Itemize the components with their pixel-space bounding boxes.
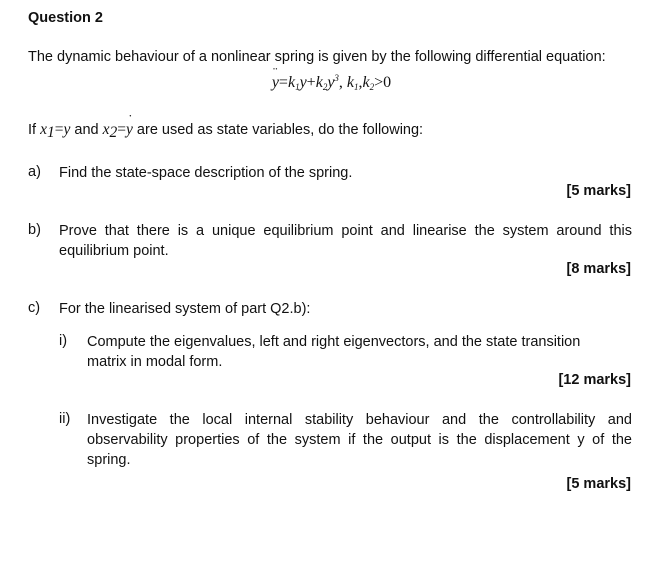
part-b-marks: [8 marks] bbox=[566, 261, 631, 277]
sv-eq1: = bbox=[54, 121, 64, 138]
eq-k1: k bbox=[287, 74, 296, 91]
eq-y2: y bbox=[327, 74, 335, 91]
intro-text: The dynamic behaviour of a nonlinear spring is given by the following differential equation: bbox=[28, 49, 606, 65]
sv-and: and bbox=[70, 122, 103, 138]
eq-y2-sup: 3 bbox=[334, 73, 339, 83]
subpart-i-text: Compute the eigenvalues, left and right eigenvectors, and the state transition matrix in modal form. bbox=[87, 334, 581, 370]
eq-c2-sub: 2 bbox=[369, 82, 375, 92]
subpart-ii-label: ii) bbox=[59, 411, 71, 427]
part-b-text: Prove that there is a unique equilibrium point and linearise the system around this equilibrium point. bbox=[59, 223, 632, 259]
eq-k1-sub: 1 bbox=[295, 82, 300, 92]
eq-equals: = bbox=[278, 74, 288, 91]
eq-c1-sub: 1 bbox=[354, 82, 359, 92]
sv-eq2: = bbox=[117, 121, 127, 138]
eq-c1: k bbox=[346, 74, 355, 91]
subpart-i-marks: [12 marks] bbox=[558, 372, 631, 388]
differential-equation bbox=[0, 73, 663, 92]
part-a-text: Find the state-space description of the spring. bbox=[59, 165, 353, 181]
part-b-label: b) bbox=[28, 222, 41, 238]
sv-prefix: If bbox=[28, 122, 41, 138]
eq-comma-2: , bbox=[358, 74, 363, 91]
subpart-ii-text: Investigate the local internal stability behaviour and the controllability and observability properties of the system if the output is the displacement y of the spring. bbox=[87, 412, 632, 468]
eq-k2-sub: 2 bbox=[322, 82, 328, 92]
eq-gt: > bbox=[374, 74, 384, 91]
part-a-marks: [5 marks] bbox=[566, 183, 631, 199]
sv-y1: y bbox=[63, 121, 71, 138]
state-variables-line bbox=[28, 121, 423, 142]
sv-x1-sub: 1 bbox=[46, 124, 55, 141]
question-heading: Question 2 bbox=[28, 10, 103, 26]
subpart-ii-marks: [5 marks] bbox=[566, 476, 631, 492]
part-a-label: a) bbox=[28, 164, 41, 180]
sv-x2: x bbox=[102, 121, 110, 138]
sv-suffix: are used as state variables, do the following: bbox=[132, 122, 424, 138]
part-c-text: For the linearised system of part Q2.b): bbox=[59, 301, 311, 317]
y-double-dot: ¨ y bbox=[272, 74, 279, 92]
eq-zero: 0 bbox=[383, 74, 392, 91]
eq-plus: + bbox=[306, 74, 316, 91]
sv-y-dot: ˙ y bbox=[126, 121, 133, 139]
subpart-i-label: i) bbox=[59, 333, 68, 349]
sv-x1: x bbox=[40, 121, 47, 138]
eq-comma-1: , bbox=[338, 74, 347, 91]
eq-k2: k bbox=[315, 74, 323, 91]
eq-c2: k bbox=[362, 74, 370, 91]
part-c-label: c) bbox=[28, 300, 41, 316]
sv-x2-sub: 2 bbox=[109, 124, 118, 141]
eq-y1: y bbox=[299, 74, 307, 91]
